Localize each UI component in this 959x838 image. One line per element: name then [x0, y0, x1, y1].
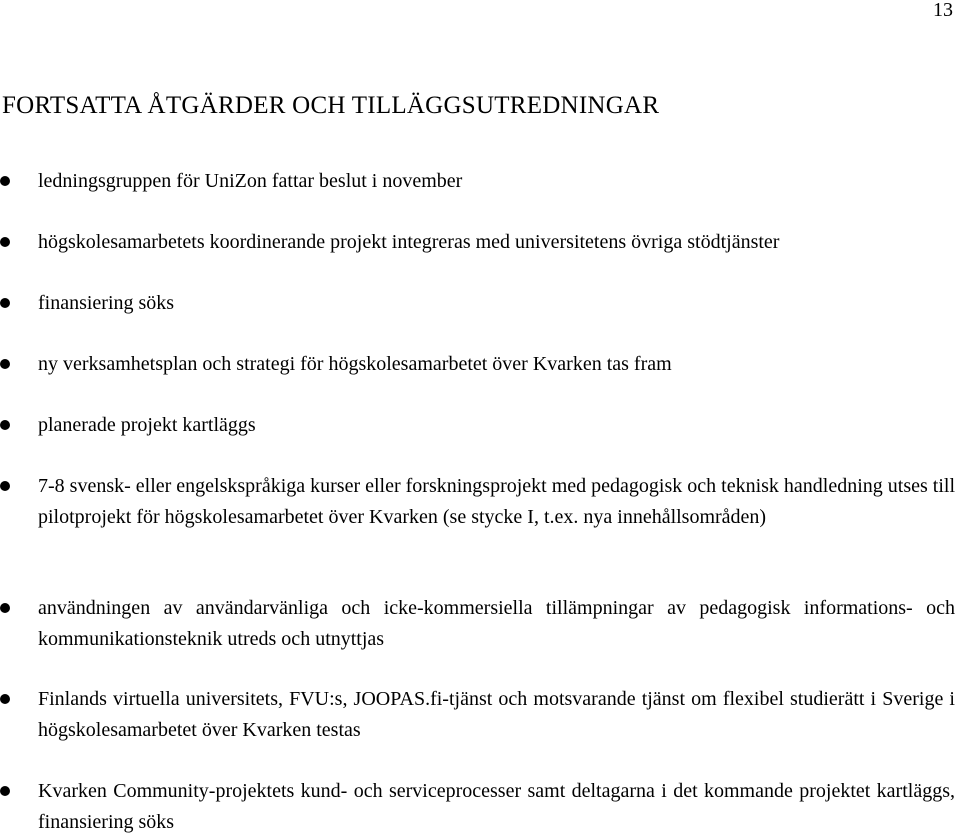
list-item-text: planerade projekt kartläggs	[38, 414, 256, 436]
bullet-icon	[0, 359, 10, 369]
bullet-icon	[0, 237, 10, 247]
bullet-icon	[0, 420, 10, 430]
list-item-text: ny verksamhetsplan och strategi för högskolesamarbetet över Kvarken tas fram	[38, 353, 672, 375]
bullet-icon	[0, 176, 10, 186]
list-item-text: Kvarken Community-projektets kund- och serviceprocesser samt deltagarna i det kommande projektet kartläggs, finansiering söks	[38, 780, 955, 833]
list-item-text: 7-8 svensk- eller engelskspråkiga kurser eller forskningsprojekt med pedagogisk och teknisk handledning utses till pilotprojekt för högskolesamarbetet över Kvarken (se stycke I, t.ex. nya innehållsområden)	[38, 475, 956, 528]
bullet-icon	[0, 298, 10, 308]
page-number: 13	[933, 0, 953, 21]
list-item-text: högskolesamarbetets koordinerande projekt integreras med universitetens övriga stödtjänster	[38, 231, 780, 253]
list-item-text: användningen av användarvänliga och icke-kommersiella tillämpningar av pedagogisk informations- och kommunikationsteknik utreds och utnyttjas	[38, 597, 955, 650]
bullet-icon	[0, 694, 10, 704]
list-item-text: ledningsgruppen för UniZon fattar beslut i november	[38, 170, 463, 192]
section-heading: FORTSATTA ÅTGÄRDER OCH TILLÄGGSUTREDNINGAR	[2, 92, 660, 119]
bullet-icon	[0, 481, 10, 491]
list-item-text: Finlands virtuella universitets, FVU:s, JOOPAS.fi-tjänst och motsvarande tjänst om flexibel studierätt i Sverige i högskolesamarbetet över Kvarken testas	[38, 688, 955, 741]
bullet-icon	[0, 603, 10, 613]
bullet-icon	[0, 786, 10, 796]
list-item-text: finansiering söks	[38, 292, 175, 314]
